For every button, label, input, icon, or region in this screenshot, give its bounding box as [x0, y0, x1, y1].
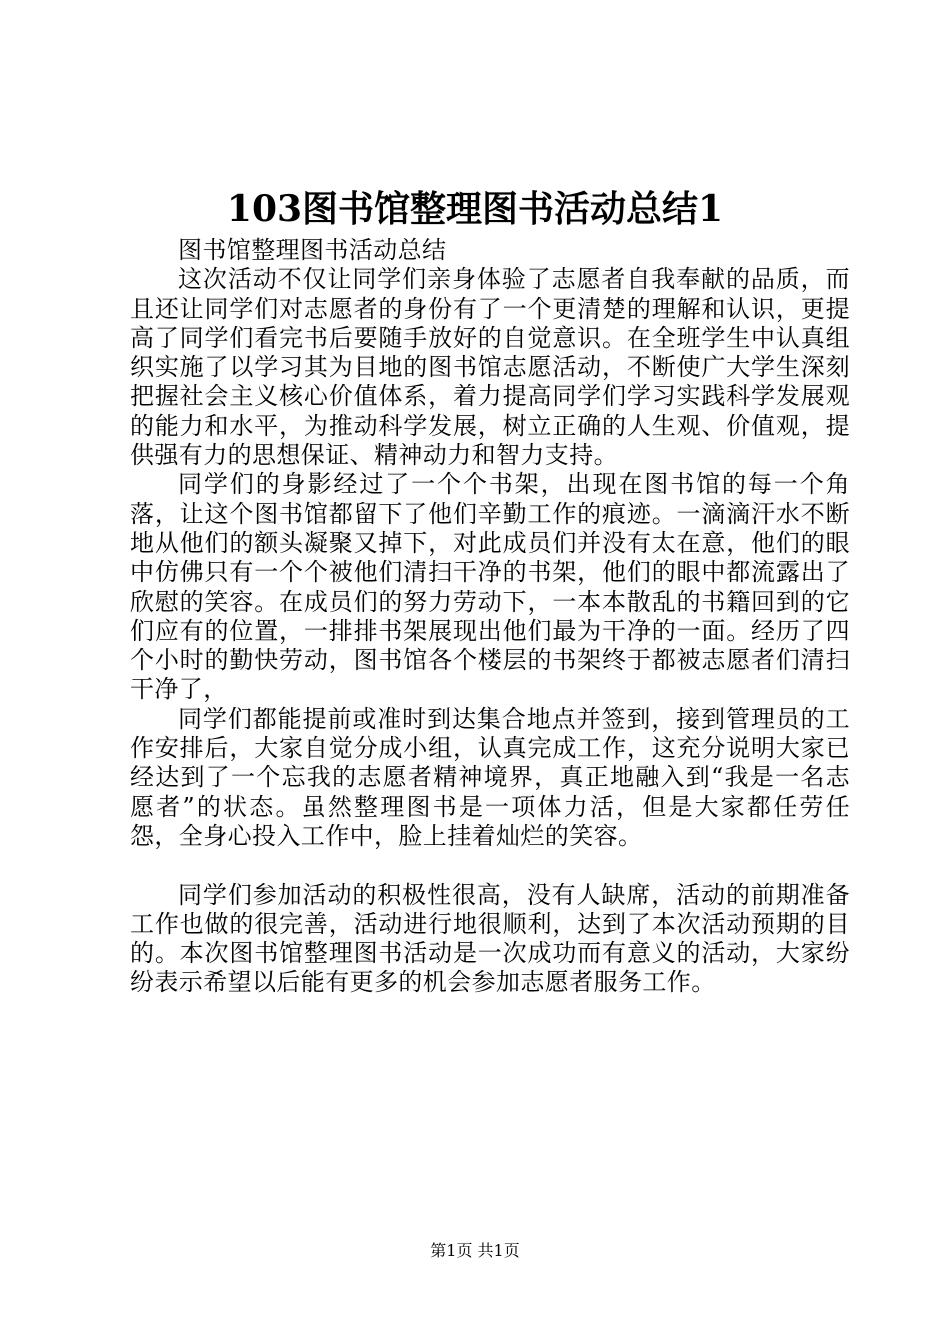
paragraph-gap — [130, 851, 850, 880]
paragraph-1: 这次活动不仅让同学们亲身体验了志愿者自我奉献的品质，而且还让同学们对志愿者的身份有了一个更清楚的理解和认识，更提高了同学们看完书后要随手放好的自觉意识。在全班学生中认真组织实施了以学习其为目地的图书馆志愿活动，不断使广大学生深刻把握社会主义核心价值体系，着力提高同学们学习实践科学发展观的能力和水平，为推动科学发展，树立正确的人生观、价值观，提供强有力的思想保证、精神动力和智力支持。 — [130, 265, 850, 470]
document-body — [130, 236, 850, 998]
document-subtitle: 图书馆整理图书活动总结 — [178, 236, 447, 264]
paragraph-3: 同学们都能提前或准时到达集合地点并签到，接到管理员的工作安排后，大家自觉分成小组，认真完成工作，这充分说明大家已经达到了一个忘我的志愿者精神境界，真正地融入到“我是一名志愿者”的状态。虽然整理图书是一项体力活，但是大家都任劳任怨，全身心投入工作中，脸上挂着灿烂的笑容。 — [130, 704, 850, 850]
page-number-footer: 第1页 共1页 — [430, 1241, 520, 1260]
paragraph-4: 同学们参加活动的积极性很高，没有人缺席，活动的前期准备工作也做的很完善，活动进行地很顺利，达到了本次活动预期的目的。本次图书馆整理图书活动是一次成功而有意义的活动，大家纷纷表示希望以后能有更多的机会参加志愿者服务工作。 — [130, 880, 850, 997]
document-title: 103图书馆整理图书活动总结1 — [226, 188, 724, 230]
paragraph-2: 同学们的身影经过了一个个书架，出现在图书馆的每一个角落，让这个图书馆都留下了他们辛勤工作的痕迹。一滴滴汗水不断地从他们的额头凝聚又掉下，对此成员们并没有太在意，他们的眼中仿佛只有一个个被他们清扫干净的书架，他们的眼中都流露出了欣慰的笑容。在成员们的努力劳动下，一本本散乱的书籍回到的它们应有的位置，一排排书架展现出他们最为干净的一面。经历了四个小时的勤快劳动，图书馆各个楼层的书架终于都被志愿者们清扫干净了， — [130, 470, 850, 704]
